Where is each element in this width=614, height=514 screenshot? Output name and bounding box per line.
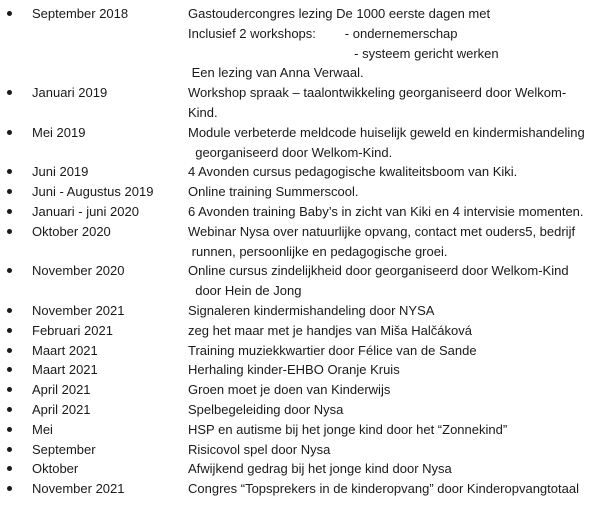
- bullet-icon: [7, 130, 12, 135]
- entry-description: [188, 123, 608, 163]
- list-item: [0, 162, 614, 182]
- description-line: zeg het maar met je handjes van Miša Halčáková: [188, 322, 472, 338]
- list-item: [0, 400, 614, 420]
- description-line: Gastoudercongres lezing De 1000 eerste dagen met: [188, 6, 491, 21]
- bullet-icon: [7, 348, 12, 353]
- entry-date: Juni - Augustus 2019: [32, 184, 154, 200]
- entry-date: Januari - juni 2020: [32, 203, 139, 219]
- list-item: [0, 301, 614, 321]
- entry-description: [188, 301, 608, 321]
- description-line: - systeem gericht werken: [188, 45, 499, 61]
- list-item: [0, 321, 614, 341]
- list-item: [0, 222, 614, 262]
- description-line: Afwijkend gedrag bij het jonge kind door Nysa: [188, 461, 452, 477]
- entry-date: September 2018: [32, 6, 129, 21]
- description-line: Training muziekkwartier door Félice van de Sande: [188, 342, 477, 358]
- entry-description: [188, 360, 608, 380]
- description-line: Congres “Topsprekers in de kinderopvang” door Kinderopvangtotaal: [188, 481, 579, 497]
- entry-date: April 2021: [32, 382, 91, 398]
- description-line: runnen, persoonlijke en pedagogische groei.: [188, 243, 448, 259]
- description-line: Risicovol spel door Nysa: [188, 441, 331, 457]
- bullet-icon: [7, 328, 12, 333]
- entry-description: [188, 459, 608, 479]
- entry-description: [188, 182, 608, 202]
- entry-date: Mei: [32, 421, 53, 437]
- entry-description: [188, 83, 608, 123]
- description-line: Herhaling kinder-EHBO Oranje Kruis: [188, 362, 400, 378]
- entry-description: [188, 261, 608, 301]
- description-line: georganiseerd door Welkom-Kind.: [188, 144, 393, 160]
- entry-description: [188, 202, 608, 222]
- list-item: [0, 459, 614, 479]
- entry-date: November 2021: [32, 302, 125, 318]
- description-line: Spelbegeleiding door Nysa: [188, 401, 344, 417]
- description-line: Inclusief 2 workshops: - ondernemerschap: [188, 25, 458, 41]
- bullet-icon: [7, 486, 12, 491]
- description-line: Signaleren kindermishandeling door NYSA: [188, 302, 435, 318]
- bullet-icon: [7, 367, 12, 372]
- entry-date: April 2021: [32, 401, 91, 417]
- bullet-icon: [7, 11, 12, 16]
- list-item: [0, 360, 614, 380]
- description-line: 4 Avonden cursus pedagogische kwaliteitsboom van Kiki.: [188, 164, 518, 180]
- bullet-icon: [7, 90, 12, 95]
- entry-date: Juni 2019: [32, 164, 89, 180]
- bullet-icon: [7, 229, 12, 234]
- entry-date: September: [32, 441, 96, 457]
- bullet-icon: [7, 387, 12, 392]
- bullet-icon: [7, 209, 12, 214]
- bullet-icon: [7, 427, 12, 432]
- entry-description: [188, 321, 608, 341]
- description-line: Online training Summerscool.: [188, 184, 359, 200]
- description-line: Webinar Nysa over natuurlijke opvang, contact met ouders5, bedrijf: [188, 223, 576, 239]
- training-list: [0, 4, 614, 499]
- description-line: Groen moet je doen van Kinderwijs: [188, 382, 391, 398]
- entry-date: Mei 2019: [32, 124, 86, 140]
- list-item: [0, 440, 614, 460]
- list-item: [0, 83, 614, 123]
- description-line: door Hein de Jong: [188, 283, 302, 299]
- description-line: 6 Avonden training Baby’s in zicht van Kiki en 4 intervisie momenten.: [188, 203, 584, 219]
- list-item: [0, 261, 614, 301]
- entry-description: [188, 440, 608, 460]
- entry-date: November 2021: [32, 481, 125, 497]
- list-item: [0, 123, 614, 163]
- bullet-icon: [7, 308, 12, 313]
- description-line: Workshop spraak – taalontwikkeling georganiseerd door Welkom-: [188, 85, 567, 101]
- bullet-icon: [7, 466, 12, 471]
- bullet-icon: [7, 268, 12, 273]
- entry-date: Oktober: [32, 461, 79, 477]
- description-line: Kind.: [188, 104, 218, 120]
- list-item: [0, 182, 614, 202]
- entry-date: Februari 2021: [32, 322, 113, 338]
- bullet-icon: [7, 447, 12, 452]
- description-line: Online cursus zindelijkheid door georganiseerd door Welkom-Kind: [188, 263, 569, 279]
- list-item: [0, 202, 614, 222]
- entry-description: [188, 479, 608, 499]
- description-line: Een lezing van Anna Verwaal.: [188, 65, 364, 81]
- list-item: [0, 341, 614, 361]
- entry-description: [188, 380, 608, 400]
- entry-description: [188, 400, 608, 420]
- list-item: [0, 420, 614, 440]
- bullet-icon: [7, 189, 12, 194]
- entry-description: [188, 162, 608, 182]
- bullet-icon: [7, 407, 12, 412]
- entry-date: Januari 2019: [32, 85, 108, 101]
- description-line: HSP en autisme bij het jonge kind door het “Zonnekind”: [188, 421, 508, 437]
- entry-date: Oktober 2020: [32, 223, 111, 239]
- entry-date: November 2020: [32, 263, 125, 279]
- list-item: [0, 4, 614, 83]
- entry-description: [188, 4, 608, 83]
- entry-date: Maart 2021: [32, 362, 98, 378]
- description-line: Module verbeterde meldcode huiselijk geweld en kindermishandeling: [188, 124, 585, 140]
- bullet-icon: [7, 169, 12, 174]
- entry-description: [188, 222, 608, 262]
- entry-description: [188, 420, 608, 440]
- entry-date: Maart 2021: [32, 342, 98, 358]
- list-item: [0, 380, 614, 400]
- list-item: [0, 479, 614, 499]
- entry-description: [188, 341, 608, 361]
